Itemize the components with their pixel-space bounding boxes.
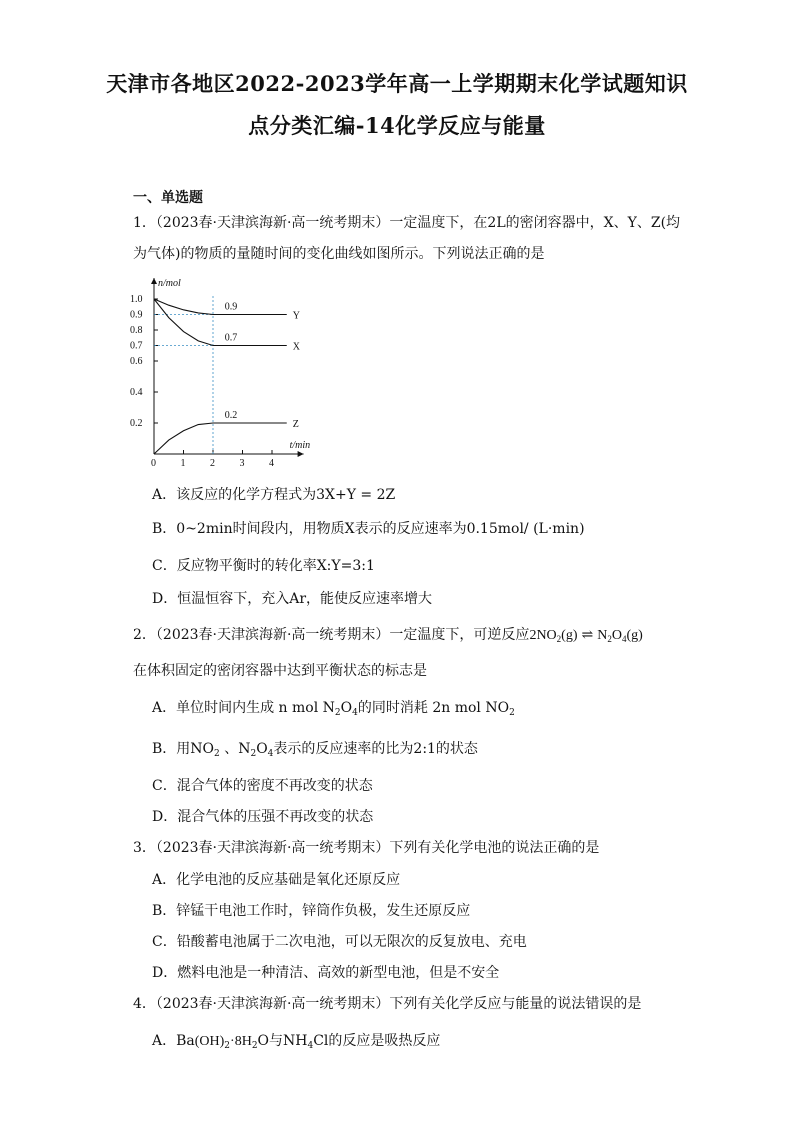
q3-stem: 3．（2023春·天津滨海新·高一统考期末）下列有关化学电池的说法正确的是 [133, 840, 600, 856]
q1-option-d: D．恒温恒容下，充入Ar，能使反应速率增大 [152, 591, 433, 607]
q1-chart [128, 272, 348, 472]
q3-option-d: D．燃料电池是一种清洁、高效的新型电池，但是不安全 [152, 965, 500, 981]
q2-stem-line1 [133, 624, 643, 644]
q2-option-d: D．混合气体的压强不再改变的状态 [152, 809, 374, 825]
x-axis-label: t/min [289, 440, 311, 451]
y-tick-label: 0.6 [130, 356, 143, 367]
x-tick-label: 2 [210, 458, 215, 469]
y-tick-label: 0.2 [130, 418, 143, 429]
series-line-z [154, 423, 287, 454]
series-name-x: X [292, 341, 300, 353]
series-value-label-z: 0.2 [224, 410, 238, 421]
x-tick-label: 4 [269, 458, 274, 469]
q1-option-a: A．该反应的化学方程式为3X+Y = 2Z [152, 487, 396, 503]
series-name-y: Y [292, 310, 300, 322]
q1-option-c: C．反应物平衡时的转化率X:Y=3:1 [152, 558, 375, 574]
y-axis-arrow [151, 278, 157, 284]
y-tick-label: 0.8 [130, 325, 143, 336]
y-axis-label: n/mol [158, 278, 181, 289]
q2-stem-prefix: 2．（2023春·天津滨海新·高一统考期末）一定温度下，可逆反应 [133, 627, 530, 643]
section-heading: 一、单选题 [133, 190, 203, 206]
series-value-label-y: 0.9 [224, 301, 238, 313]
q2-option-a: A．单位时间内生成 n mol $N_2O_4$的同时消耗 2n mol $NO_2$ [152, 700, 515, 718]
series-line-x [154, 299, 287, 346]
y-tick-label: 1.0 [130, 294, 143, 305]
q1-stem-line1: 1．（2023春·天津滨海新·高一统考期末）一定温度下，在2L的密闭容器中，X、Y、Z(均 [133, 215, 681, 231]
q3-option-c: C．铅酸蓄电池属于二次电池，可以无限次的反复放电、充电 [152, 934, 527, 950]
q4-option-a: A．$Ba(OH)_2\cdot 8H_2O$与$NH_4Cl$的反应是吸热反应 [152, 1033, 441, 1051]
x-tick-label: 3 [239, 458, 245, 469]
q4-stem: 4．（2023春·天津滨海新·高一统考期末）下列有关化学反应与能量的说法错误的是 [133, 996, 642, 1012]
y-tick-label: 0.4 [130, 387, 143, 398]
q3-option-b: B．锌锰干电池工作时，锌筒作负极，发生还原反应 [152, 903, 471, 919]
series-value-label-x: 0.7 [224, 332, 238, 344]
q1-stem-line2: 为气体)的物质的量随时间的变化曲线如图所示。下列说法正确的是 [133, 246, 545, 262]
x-axis-arrow [298, 451, 304, 457]
q2-option-b: B．用$NO_2$ 、$N_2O_4$表示的反应速率的比为2:1的状态 [152, 741, 478, 759]
q2-equation: $2NO_2(g)$ ⇌ $N_2O_4(g)$ [529, 628, 643, 644]
q2-stem-line2: 在体积固定的密闭容器中达到平衡状态的标志是 [133, 663, 427, 679]
q1-option-b: B．0~2min时间段内，用物质X表示的反应速率为0.15mol/ (L·min) [152, 521, 585, 537]
x-tick-label: 1 [180, 458, 186, 469]
q2-option-c: C．混合气体的密度不再改变的状态 [152, 778, 373, 794]
x-tick-label: 0 [151, 458, 156, 469]
series-line-y [154, 299, 287, 315]
series-name-z: Z [292, 419, 299, 430]
y-tick-label: 0.9 [130, 309, 143, 321]
y-tick-label: 0.7 [130, 340, 143, 352]
q3-option-a: A．化学电池的反应基础是氧化还原反应 [152, 872, 401, 888]
doc-title-line2: 点分类汇编-14化学反应与能量 [248, 113, 546, 138]
doc-title-line1: 天津市各地区2022-2023学年高一上学期期末化学试题知识 [106, 71, 688, 96]
